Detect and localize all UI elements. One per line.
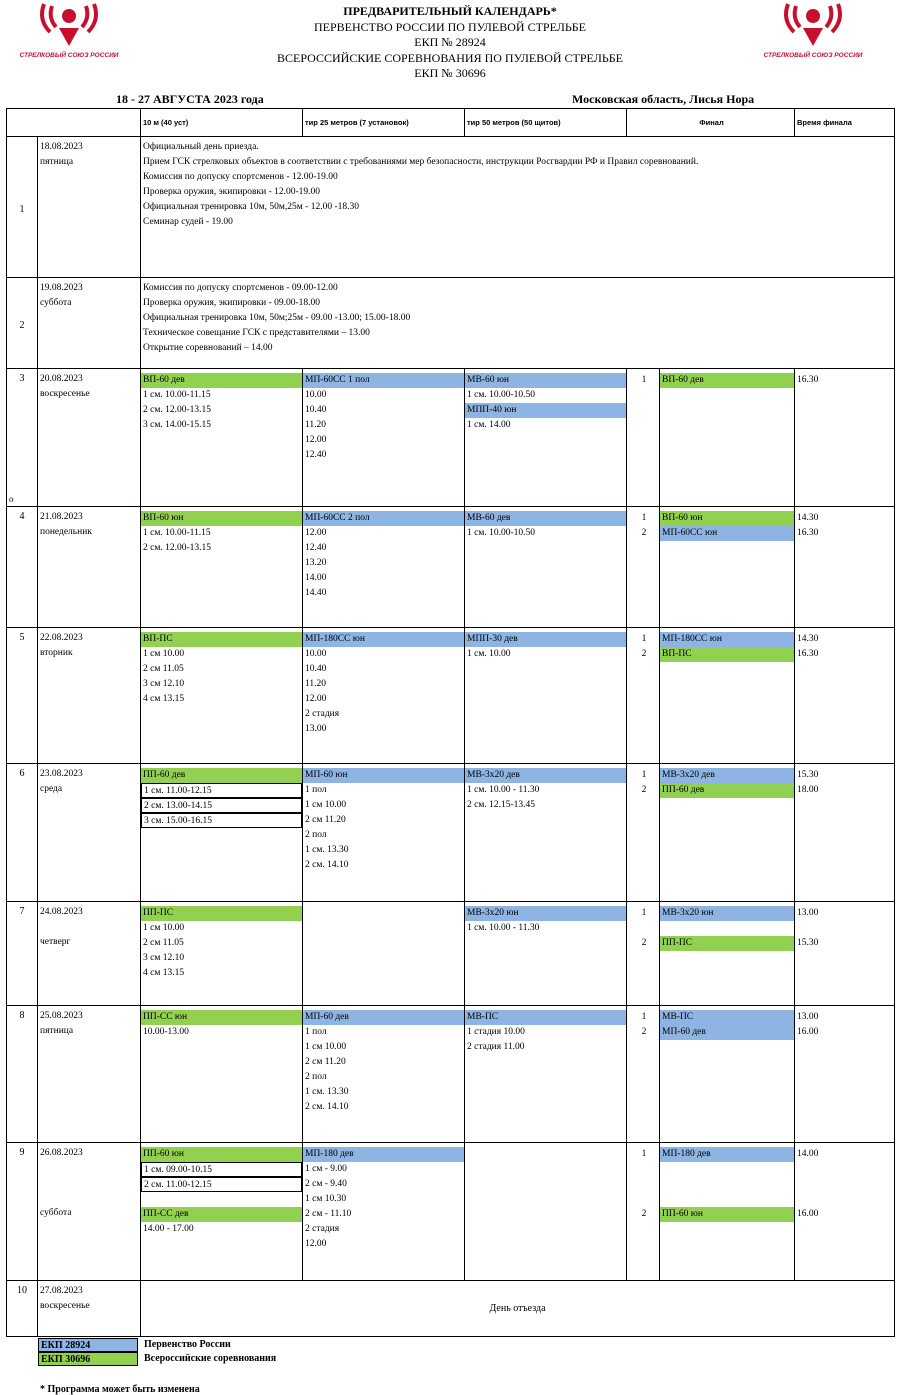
schedule-entry: 1 см - 9.00	[305, 1164, 347, 1174]
schedule-entry: 2 см. 14.10	[305, 860, 349, 870]
schedule-cell	[465, 764, 627, 902]
spacer	[795, 921, 894, 936]
schedule-cell	[465, 628, 627, 764]
schedule-entry: МВ-ПС	[465, 1010, 626, 1025]
schedule-entry: 1 см. 09.00-10.15	[141, 1162, 302, 1177]
final-time-cell	[795, 1006, 895, 1143]
final-number: 2	[641, 785, 647, 795]
schedule-cell	[141, 507, 303, 628]
schedule-entry: 1 см. 10.00-11.15	[143, 390, 211, 400]
final-event-cell	[660, 764, 795, 902]
schedule-entry: 14.00	[305, 573, 327, 583]
legend-swatch-green: ЕКП 30696	[38, 1352, 138, 1366]
final-number: 2	[641, 528, 647, 538]
schedule-entry: 10.40	[305, 405, 327, 415]
schedule-entry: 1 см 10.30	[305, 1194, 347, 1204]
header-line: ВСЕРОССИЙСКИЕ СОРЕВНОВАНИЯ ПО ПУЛЕВОЙ СТРЕЛЬБЕ	[277, 50, 623, 65]
day-row	[7, 1006, 895, 1143]
schedule-entry: 2 стадия 11.00	[467, 1042, 525, 1052]
header-line: ПЕРВЕНСТВО РОССИИ ПО ПУЛЕВОЙ СТРЕЛЬБЕ	[313, 19, 587, 34]
final-event: ПП-60 дев	[660, 783, 794, 798]
schedule-entry: 12.40	[305, 543, 327, 553]
shooting-union-emblem-icon	[778, 0, 848, 50]
day-date-cell	[38, 764, 141, 902]
final-time: 14.30	[797, 513, 819, 523]
schedule-entry: 1 см. 14.00	[467, 420, 511, 430]
legend-item	[38, 1352, 276, 1366]
day-number	[7, 1006, 38, 1143]
day-date-cell	[38, 1281, 141, 1337]
schedule-entry: 10.00	[305, 390, 327, 400]
schedule-entry: 2 см. 11.00-12.15	[141, 1177, 302, 1192]
schedule-cell	[465, 1143, 627, 1281]
day-date: 25.08.2023	[40, 1011, 83, 1021]
final-number: 1	[641, 513, 647, 523]
schedule-entry: ВП-ПС	[141, 632, 302, 647]
final-number-cell	[627, 507, 660, 628]
final-number: 1	[641, 375, 647, 385]
day-number	[7, 1143, 38, 1281]
day-number-text: 7	[19, 906, 25, 917]
day-number	[7, 764, 38, 902]
spacer	[660, 1192, 794, 1207]
schedule-entry: 4 см 13.15	[143, 968, 185, 978]
legend	[38, 1338, 276, 1366]
final-time: 16.30	[797, 375, 819, 385]
day-date: 19.08.2023	[40, 283, 83, 293]
day-info-line: Официальный день приезда.	[143, 142, 259, 152]
final-number: 1	[641, 908, 647, 918]
schedule-entry: 1 см. 10.00-10.50	[467, 390, 536, 400]
schedule-entry: 2 см 11.20	[305, 1057, 346, 1067]
final-event-cell	[660, 1006, 795, 1143]
schedule-entry: 14.40	[305, 588, 327, 598]
day-row	[7, 278, 895, 369]
header-col-25m: тир 25 метров (7 установок)	[303, 109, 465, 137]
final-event-cell	[660, 1143, 795, 1281]
final-event: ВП-ПС	[660, 647, 794, 662]
day-info-line: Официальная тренировка 10м, 50м;25м - 09.00 -13.00; 15.00-18.00	[143, 313, 411, 323]
schedule-entry: ПП-СС юн	[141, 1010, 302, 1025]
schedule-entry: 1 см. 13.30	[305, 845, 349, 855]
day-number-text: 8	[19, 1010, 25, 1021]
schedule-entry: 2 см. 13.00-14.15	[141, 798, 302, 813]
header-line: ЕКП № 30696	[414, 66, 486, 80]
day-weekday: пятница	[40, 1026, 74, 1036]
schedule-entry: МП-60СС 2 пол	[303, 511, 464, 526]
spacer	[40, 1176, 138, 1191]
final-number: 1	[641, 770, 647, 780]
final-time: 13.00	[797, 1012, 819, 1022]
schedule-entry: МП-60 юн	[303, 768, 464, 783]
final-event: ВП-60 дев	[660, 373, 794, 388]
schedule-entry: 2 пол	[305, 1072, 327, 1082]
schedule-entry: 1 см. 10.00	[467, 649, 511, 659]
day-row	[7, 1143, 895, 1281]
header-col-50m: тир 50 метров (50 щитов)	[465, 109, 627, 137]
day-info-cell	[141, 137, 895, 278]
spacer	[627, 1177, 659, 1192]
schedule-entry: ПП-ПС	[141, 906, 302, 921]
schedule-entry: МП-60СС 1 пол	[303, 373, 464, 388]
day-date-cell	[38, 1143, 141, 1281]
schedule-entry: 1 см 10.00	[143, 923, 185, 933]
footnote: * Программа может быть изменена	[40, 1384, 200, 1395]
spacer	[795, 1177, 894, 1192]
header-col-10m: 10 м (40 уст)	[141, 109, 303, 137]
day-date: 24.08.2023	[40, 907, 83, 917]
schedule-entry: 3 см. 14.00-15.15	[143, 420, 212, 430]
day-number-text: 2	[19, 319, 25, 331]
logo-text: СТРЕЛКОВЫЙ СОЮЗ РОССИИ	[763, 52, 863, 59]
schedule-cell	[303, 628, 465, 764]
day-row	[7, 137, 895, 278]
day-date: 20.08.2023	[40, 374, 83, 384]
final-time-cell	[795, 507, 895, 628]
schedule-entry: 13.00	[305, 724, 327, 734]
header-line: ЕКП № 28924	[414, 35, 486, 49]
schedule-entry: 11.20	[305, 420, 327, 430]
schedule-entry: ПП-60 дев	[141, 768, 302, 783]
schedule-entry: ВП-60 юн	[141, 511, 302, 526]
final-time: 16.30	[797, 528, 819, 538]
schedule-entry: 2 см. 12.00-13.15	[143, 405, 212, 415]
schedule-entry: 2 см. 12.00-13.15	[143, 543, 212, 553]
schedule-cell	[465, 1006, 627, 1143]
final-time: 16.30	[797, 649, 819, 659]
legend-item	[38, 1338, 276, 1352]
final-number-cell	[627, 902, 660, 1006]
schedule-entry: 4 см 13.15	[143, 694, 185, 704]
day-row	[7, 507, 895, 628]
day-number-text: 4	[19, 511, 25, 522]
event-dates: 18 - 27 АВГУСТА 2023 года	[116, 92, 264, 106]
schedule-entry: 3 см 12.10	[143, 953, 185, 963]
day-weekday: четверг	[40, 937, 71, 947]
final-event: ПП-60 юн	[660, 1207, 794, 1222]
final-time-cell	[795, 1143, 895, 1281]
day-number-text: 5	[19, 632, 25, 643]
schedule-cell	[303, 902, 465, 1006]
schedule-entry: 2 см - 11.10	[305, 1209, 352, 1219]
header-title: ПРЕДВАРИТЕЛЬНЫЙ КАЛЕНДАРЬ*	[343, 4, 557, 18]
legend-label: Всероссийские соревнования	[144, 1353, 277, 1364]
schedule-cell	[141, 902, 303, 1006]
final-number-cell	[627, 369, 660, 507]
final-number: 2	[641, 938, 647, 948]
day-number-text: 1	[19, 203, 25, 215]
final-time: 13.00	[797, 908, 819, 918]
schedule-entry: 1 см 10.00	[143, 649, 185, 659]
departure-text: День отъезда	[489, 1303, 546, 1314]
schedule-cell	[141, 1006, 303, 1143]
schedule-entry: МВ-60 юн	[465, 373, 626, 388]
final-event: МВ-ПС	[660, 1010, 794, 1025]
day-date: 18.08.2023	[40, 142, 83, 152]
day-row	[7, 628, 895, 764]
schedule-entry: 1 см 10.00	[305, 1042, 347, 1052]
departure-cell	[141, 1281, 895, 1337]
day-date: 26.08.2023	[40, 1148, 83, 1158]
day-date-cell	[38, 278, 141, 369]
final-number-cell	[627, 1143, 660, 1281]
spacer	[40, 920, 138, 935]
final-number-cell	[627, 628, 660, 764]
day-info-line: Проверка оружия, экипировки - 09.00-18.00	[143, 298, 321, 308]
day-number	[7, 507, 38, 628]
day-number-text: 9	[19, 1147, 25, 1158]
day-date-cell	[38, 369, 141, 507]
day-date: 27.08.2023	[40, 1286, 83, 1296]
schedule-entry: 3 см 12.10	[143, 679, 185, 689]
event-location: Московская область, Лисья Нора	[572, 92, 755, 106]
schedule-entry: 1 см. 11.00-12.15	[141, 783, 302, 798]
day-info-line: Открытие соревнований – 14.00	[143, 343, 273, 353]
final-event: ПП-ПС	[660, 936, 794, 951]
legend-swatch-blue: ЕКП 28924	[38, 1338, 138, 1352]
day-row	[7, 1281, 895, 1337]
spacer	[627, 1192, 659, 1207]
schedule-entry: 12.00	[305, 528, 327, 538]
day-info-line: Прием ГСК стрелковых объектов в соответствии с требованиями мер безопасности, инструкции Росгвардии РФ и Правил соревнований.	[143, 157, 699, 167]
schedule-entry: 2 пол	[305, 830, 327, 840]
final-number-cell	[627, 764, 660, 902]
schedule-entry: 13.20	[305, 558, 327, 568]
spacer	[660, 1162, 794, 1177]
day-row	[7, 369, 895, 507]
schedule-cell	[141, 628, 303, 764]
day-info-cell	[141, 278, 895, 369]
spacer	[627, 921, 659, 936]
final-time: 14.00	[797, 1149, 819, 1159]
schedule-entry: 1 пол	[305, 1027, 327, 1037]
day-number	[7, 137, 38, 278]
spacer	[795, 1192, 894, 1207]
day-number-text: 3	[19, 373, 25, 384]
day-number	[7, 369, 38, 507]
final-time-cell	[795, 628, 895, 764]
schedule-entry: 14.00 - 17.00	[143, 1224, 194, 1234]
schedule-entry: МП-180СС юн	[303, 632, 464, 647]
schedule-entry: 12.00	[305, 435, 327, 445]
final-event: МВ-3х20 дев	[660, 768, 794, 783]
day-info-line: Официальная тренировка 10м, 50м,25м - 12.00 -18.30	[143, 202, 359, 212]
schedule-entry: 1 см 10.00	[305, 800, 347, 810]
final-event: ВП-60 юн	[660, 511, 794, 526]
schedule-entry: МВ-3х20 юн	[465, 906, 626, 921]
day-row	[7, 902, 895, 1006]
schedule-cell	[303, 1006, 465, 1143]
final-event: МП-60СС юн	[660, 526, 794, 541]
schedule-entry: 2 см - 9.40	[305, 1179, 347, 1189]
header-col-final-time: Время финала	[795, 109, 895, 137]
schedule-cell	[465, 369, 627, 507]
schedule-entry: 12.40	[305, 450, 327, 460]
schedule-entry: 1 пол	[305, 785, 327, 795]
spacer	[660, 1177, 794, 1192]
spacer	[795, 1162, 894, 1177]
header-cell-empty	[7, 109, 141, 137]
schedule-entry: 1 см. 13.30	[305, 1087, 349, 1097]
day-info-line: Комиссия по допуску спортсменов - 09.00-12.00	[143, 283, 338, 293]
calendar-table	[6, 108, 895, 1337]
schedule-entry: ПП-СС дев	[141, 1207, 302, 1222]
day-date-cell	[38, 628, 141, 764]
day-number	[7, 278, 38, 369]
final-time: 15.30	[797, 770, 819, 780]
final-time: 14.30	[797, 634, 819, 644]
schedule-entry	[141, 1192, 302, 1207]
final-event: МП-180СС юн	[660, 632, 794, 647]
day-number-text: 10	[17, 1285, 27, 1296]
schedule-entry: 1 см. 10.00-11.15	[143, 528, 211, 538]
final-event-cell	[660, 628, 795, 764]
day-date: 21.08.2023	[40, 512, 83, 522]
schedule-entry: 2 см 11.20	[305, 815, 346, 825]
day-info-line: Проверка оружия, экипировки - 12.00-19.00	[143, 187, 321, 197]
logo-right	[758, 0, 868, 72]
schedule-cell	[303, 369, 465, 507]
final-time-cell	[795, 369, 895, 507]
final-time: 16.00	[797, 1209, 819, 1219]
schedule-entry: 12.00	[305, 1239, 327, 1249]
shooting-union-emblem-icon	[34, 0, 104, 50]
spacer	[40, 1161, 138, 1176]
schedule-cell	[141, 764, 303, 902]
day-weekday: вторник	[40, 648, 73, 658]
day-info-line: Семинар судей - 19.00	[143, 217, 233, 227]
day-date: 23.08.2023	[40, 769, 83, 779]
schedule-entry: 2 см 11.05	[143, 664, 184, 674]
day-info-line: Комиссия по допуску спортсменов - 12.00-19.00	[143, 172, 338, 182]
schedule-entry: 2 см. 14.10	[305, 1102, 349, 1112]
final-event: МП-180 дев	[660, 1147, 794, 1162]
schedule-entry: ПП-60 юн	[141, 1147, 302, 1162]
final-time: 16.00	[797, 1027, 819, 1037]
schedule-entry: 10.00-13.00	[143, 1027, 189, 1037]
final-number: 2	[641, 649, 647, 659]
final-event-cell	[660, 369, 795, 507]
day-mark: о	[9, 494, 14, 504]
final-time-cell	[795, 764, 895, 902]
schedule-entry: МПП-30 дев	[465, 632, 626, 647]
document-header	[200, 4, 700, 82]
day-date-cell	[38, 1006, 141, 1143]
schedule-cell	[303, 764, 465, 902]
spacer	[660, 921, 794, 936]
day-number	[7, 902, 38, 1006]
final-time-cell	[795, 902, 895, 1006]
day-weekday: среда	[40, 784, 63, 794]
schedule-cell	[465, 902, 627, 1006]
final-time: 15.30	[797, 938, 819, 948]
schedule-entry: МВ-60 дев	[465, 511, 626, 526]
day-weekday: понедельник	[40, 527, 92, 537]
day-weekday: суббота	[40, 1208, 72, 1218]
schedule-cell	[303, 1143, 465, 1281]
schedule-cell	[303, 507, 465, 628]
schedule-entry: 10.40	[305, 664, 327, 674]
schedule-entry: 1 см. 10.00 - 11.30	[467, 785, 540, 795]
schedule-entry: 12.00	[305, 694, 327, 704]
header-col-final: Финал	[627, 109, 795, 137]
day-date-cell	[38, 902, 141, 1006]
day-number-text: 6	[19, 768, 25, 779]
schedule-entry: 1 см. 10.00-10.50	[467, 528, 536, 538]
schedule-entry: 2 стадия	[305, 709, 340, 719]
schedule-entry: МП-180 дев	[303, 1147, 464, 1162]
day-date-cell	[38, 137, 141, 278]
final-number: 1	[641, 1149, 647, 1159]
logo-left	[14, 0, 124, 72]
schedule-cell	[141, 369, 303, 507]
final-event: МП-60 дев	[660, 1025, 794, 1040]
schedule-entry: 1 см. 10.00 - 11.30	[467, 923, 540, 933]
day-weekday: воскресенье	[40, 1301, 90, 1311]
schedule-entry: 1 стадия 10.00	[467, 1027, 525, 1037]
day-info-line: Техническое совещание ГСК с представителями – 13.00	[143, 328, 370, 338]
schedule-entry: 2 см. 12.15-13.45	[467, 800, 536, 810]
final-event: МВ-3х20 юн	[660, 906, 794, 921]
final-number: 2	[641, 1209, 647, 1219]
logo-text: СТРЕЛКОВЫЙ СОЮЗ РОССИИ	[19, 52, 119, 59]
final-number: 1	[641, 634, 647, 644]
final-number-cell	[627, 1006, 660, 1143]
final-number: 1	[641, 1012, 647, 1022]
schedule-entry: МП-60 дев	[303, 1010, 464, 1025]
schedule-entry: МВ-3х20 дев	[465, 768, 626, 783]
schedule-entry: 2 стадия	[305, 1224, 340, 1234]
table-header-row	[7, 109, 895, 137]
day-weekday: пятница	[40, 157, 74, 167]
final-number: 2	[641, 1027, 647, 1037]
schedule-entry: 10.00	[305, 649, 327, 659]
schedule-cell	[465, 507, 627, 628]
day-weekday: суббота	[40, 298, 72, 308]
legend-label: Первенство России	[144, 1339, 231, 1350]
spacer	[627, 1162, 659, 1177]
day-row	[7, 764, 895, 902]
schedule-entry: 11.20	[305, 679, 327, 689]
spacer	[40, 1191, 138, 1206]
schedule-entry: 3 см. 15.00-16.15	[141, 813, 302, 828]
schedule-entry: МПП-40 юн	[465, 403, 626, 418]
schedule-cell	[141, 1143, 303, 1281]
day-weekday: воскресенье	[40, 389, 90, 399]
day-date: 22.08.2023	[40, 633, 83, 643]
schedule-entry: 2 см 11.05	[143, 938, 184, 948]
day-date-cell	[38, 507, 141, 628]
day-number	[7, 628, 38, 764]
final-event-cell	[660, 902, 795, 1006]
final-event-cell	[660, 507, 795, 628]
schedule-entry: ВП-60 дев	[141, 373, 302, 388]
final-time: 18.00	[797, 785, 819, 795]
day-number	[7, 1281, 38, 1337]
